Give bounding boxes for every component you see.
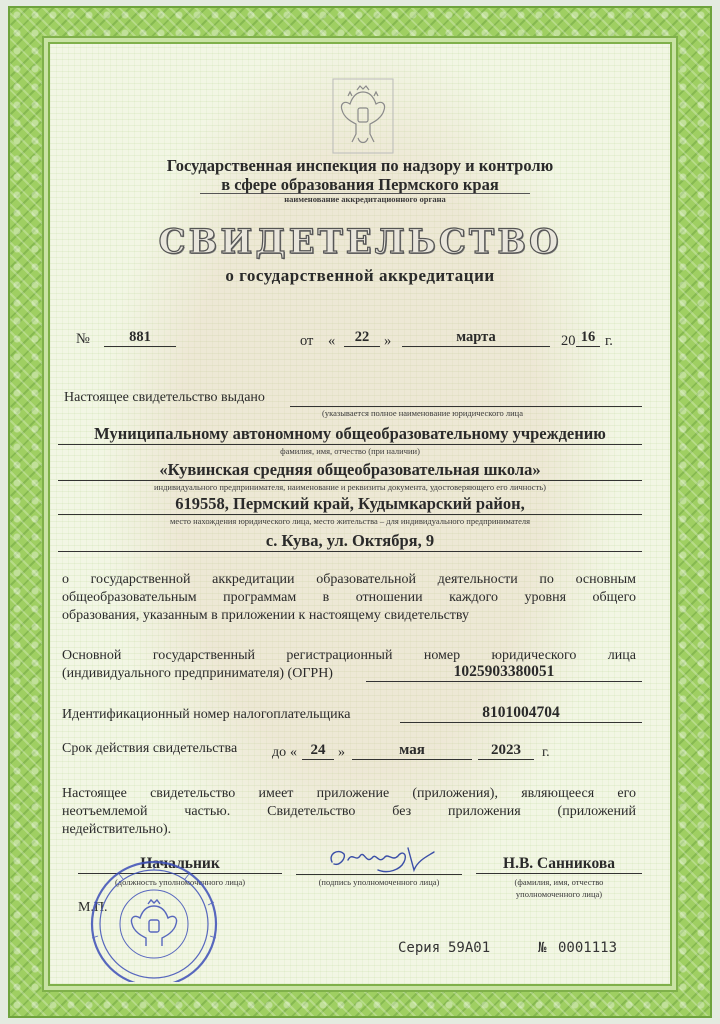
serial-number-label: № [538,940,547,956]
issued-to-caption-4: место нахождения юридического лица, место жительства – для индивидуального предпринимателя [169,516,531,526]
signatory-name: Н.В. Санникова [476,855,642,874]
signatory-position: Начальник [78,855,282,874]
authority-line-2: в сфере образования Пермского края [221,175,499,194]
issued-to-label: Настоящее свидетельство выдано [64,390,265,405]
date-quote-open: « [328,333,336,349]
issue-year-prefix: 20 [561,333,576,349]
authority-caption: наименование аккредитационного органа [284,194,446,204]
date-from-label: от [300,333,314,349]
validity-quote-close: » [338,745,345,760]
ogrn-value: 1025903380051 [366,663,642,682]
appendix-text-line-1: Настоящее свидетельство имеет приложение (приложения), являющееся его [62,786,636,801]
series-value: 59А01 [448,940,491,956]
address-line-1: 619558, Пермский край, Кудымкарский район, [58,494,642,515]
accreditation-text-line-1: о государственной аккредитации образовательной деятельности по основным [62,572,636,587]
validity-year-unit: г. [542,745,550,760]
coat-of-arms-icon [332,78,394,154]
accreditation-text-line-3: образования, указанным в приложении к настоящему свидетельству [62,608,470,623]
series-label: Серия [398,940,441,956]
organization-name-line-1: Муниципальному автономному общеобразовательному учреждению [58,424,642,445]
issue-year-suffix: 16 [576,329,600,347]
name-caption-1: (фамилия, имя, отчество [514,877,604,887]
validity-month: мая [352,742,472,760]
date-quote-close: » [384,333,392,349]
position-caption: (должность уполномоченного лица) [114,877,246,887]
certificate-number: 881 [104,329,176,347]
ogrn-label-line-1: Основной государственный регистрационный номер юридического лица [62,648,636,663]
organization-name-line-2: «Кувинская средняя общеобразовательная школа» [58,460,642,481]
certificate-subtitle: о государственной аккредитации [225,266,495,285]
issued-to-caption-2: фамилия, имя, отчество (при наличии) [280,446,420,456]
address-line-2: с. Кува, ул. Октября, 9 [58,531,642,552]
validity-label: Срок действия свидетельства [62,741,238,756]
appendix-text-line-3: недействительно). [62,822,172,837]
inn-value: 8101004704 [400,704,642,723]
appendix-text-line-2: неотъемлемой частью. Свидетельство без приложения (приложений [62,804,636,819]
validity-year: 2023 [478,742,534,760]
official-seal-icon [74,852,234,982]
validity-quote-open: « [290,745,297,760]
serial-number-value: 0001113 [558,940,618,956]
name-caption-2: уполномоченного лица) [515,889,603,899]
issue-day: 22 [344,329,380,347]
ogrn-label-line-2: (индивидуального предпринимателя) (ОГРН) [62,666,333,681]
issued-to-caption-3: индивидуального предпринимателя, наименование и реквизиты документа, удостоверяющего его личность) [153,482,547,492]
number-label: № [76,331,90,347]
signature-line [296,874,462,875]
issue-month: марта [402,329,550,347]
inn-label: Идентификационный номер налогоплательщика [62,707,351,722]
issue-year-unit: г. [605,333,613,349]
signature-caption: (подпись уполномоченного лица) [318,877,440,887]
authority-line-1: Государственная инспекция по надзору и контролю [166,156,554,175]
issued-to-caption-1: (указывается полное наименование юридического лица [322,408,523,418]
validity-day: 24 [302,742,334,760]
seal-place-label: М.П. [78,900,108,915]
issued-to-line [290,406,642,407]
certificate-title: СВИДЕТЕЛЬСТВО [158,222,562,262]
accreditation-text-line-2: общеобразовательным программам в отношении каждого уровня общего [62,590,636,605]
validity-until: до [272,745,287,760]
